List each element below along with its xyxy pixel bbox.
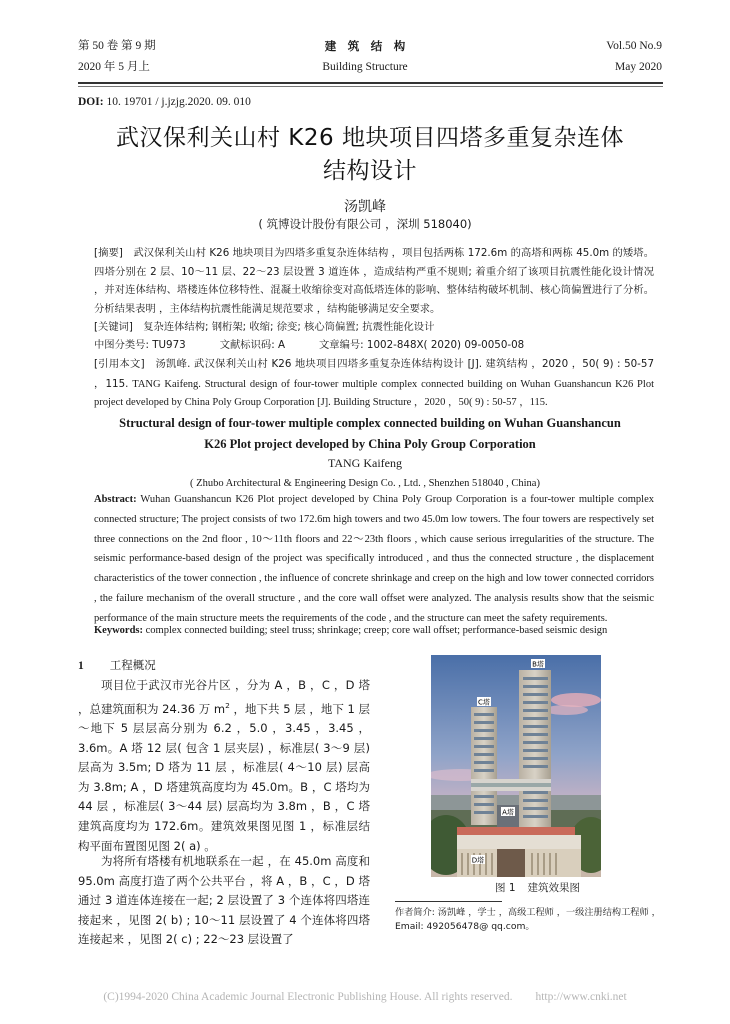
abstract-cn-label: [摘要] — [94, 247, 123, 259]
section-heading — [78, 656, 370, 677]
header-journal-cn: 建 筑 结 构 — [324, 39, 406, 53]
section-title: 工程概况 — [109, 658, 156, 672]
title-cn-line1: 武汉保利关山村 K26 地块项目四塔多重复杂连体 — [116, 125, 624, 151]
keywords-cn-text: 复杂连体结构; 钢桁架; 收缩; 徐变; 核心筒偏置; 抗震性能化设计 — [132, 321, 435, 333]
abstract-en — [94, 490, 654, 629]
doi-value[interactable]: 10. 19701 / j.jzjg.2020. 09. 010 — [103, 96, 251, 108]
title-en-line1: Structural design of four-tower multiple complex connected building on Wuhan Guanshancun — [119, 416, 621, 430]
abstract-cn — [94, 244, 654, 318]
keywords-cn — [94, 318, 654, 337]
title-en-line2: K26 Plot project developed by China Poly Group Corporation — [204, 437, 536, 451]
para1-text-b: ，地下共 5 层 ，地下 1 层～地下 5 层层高分别为 6.2 ，5.0 ，3.45 ，3.45 ，3.6m。A 塔 12 层( 包含 1 层夹层) ，标准层( 3～9 层) 层高为 3.5m; D 塔为 11 层 ，标准层( 4～10 层) 层高为 3.8m; A ，D 塔建筑高度均为 45.0m。B ，C 塔均为 44 层 ，标准层( 3～44 层) 层高均为 3.8m ，B ，C 塔建筑高度均为 172.6m。建筑效果图见图 1 ，标准层结构平面布置图见图 2( a) 。 — [78, 701, 370, 853]
label-tower-a: A塔 — [502, 808, 514, 817]
figure-1-image — [431, 655, 601, 877]
label-tower-c: C塔 — [478, 698, 490, 707]
keywords-en-label: Keywords: — [94, 625, 143, 636]
article-number: 文章编号: 1002-848X( 2020) 09-0050-08 — [319, 339, 525, 351]
header-journal-en: Building Structure — [322, 61, 408, 73]
header-date-cn: 2020 年 5 月上 — [78, 61, 150, 73]
label-tower-b: B塔 — [532, 660, 544, 669]
figure-1-caption — [395, 880, 680, 895]
title-cn-line2: 结构设计 — [323, 158, 417, 184]
header-rule-thin — [78, 86, 663, 87]
figure-caption-label: 图 1 — [494, 882, 516, 894]
classification-line — [94, 336, 654, 355]
page-title-en — [60, 413, 680, 455]
superscript: 2 — [225, 700, 230, 710]
doi — [78, 96, 251, 108]
citation-text-en: TANG Kaifeng. Structural design of four-tower multiple complex connected building on Wuhan Guanshancun K26 Plot project developed by China Poly Group Corporation [J]. Building Structure ，2020 ，50( 9) : 50-57 ，115. — [94, 378, 654, 408]
doi-label: DOI: — [78, 96, 104, 108]
affiliation-en: ( Zhubo Architectural & Engineering Design Co. , Ltd. , Shenzhen 518040 , China) — [190, 478, 540, 489]
header-date-en: May 2020 — [615, 61, 662, 73]
copyright-notice: (C)1994-2020 China Academic Journal Electronic Publishing House. All rights reserved. http://www.cnki.net — [103, 991, 627, 1003]
author-cn: 汤凯峰 — [344, 199, 386, 215]
keywords-en — [94, 622, 654, 641]
abstract-cn-text: 武汉保利关山村 K26 地块项目为四塔多重复杂连体结构 ，项目包括两栋 172.6m 的高塔和两栋 45.0m 的矮塔。四塔分别在 2 层、10～11 层、22～23 层设置 3 道连体 ，造成结构严重不规则; 着重介绍了该项目抗震性能化设计情况 ，并对连体结构、塔楼连体位移特性、混凝土收缩徐变对高低塔连体的影响、整体结构破坏机制、核心筒偏置进行了分析。分析结果表明 ，主体结构抗震性能满足规范要求 ，结构能够满足安全要求。 — [94, 247, 654, 315]
keywords-cn-label: [关键词] — [94, 321, 133, 333]
citation — [94, 355, 654, 413]
clc-number: 中图分类号: TU973 — [94, 339, 186, 351]
citation-text-cn: 汤凯峰. 武汉保利关山村 K26 地块项目四塔多重复杂连体结构设计 [J]. 建筑结构 ，2020 ，50( 9) : 50-57 ，115. — [94, 358, 654, 390]
building-rendering-icon — [431, 655, 601, 877]
author-footnote: 作者简介: 汤凯峰 ，学士 ，高级工程师 ，一级注册结构工程师 ，Email: 492056478@ qq.com。 — [395, 907, 661, 932]
page-title-cn — [60, 122, 680, 188]
body-paragraph-1 — [78, 676, 370, 856]
figure-caption-text: 建筑效果图 — [527, 882, 581, 894]
header-volume-en: Vol.50 No.9 — [606, 40, 662, 52]
header-volume-cn: 第 50 卷 第 9 期 — [78, 40, 156, 52]
label-tower-d: D塔 — [471, 856, 485, 865]
abstract-en-text: Wuhan Guanshancun K26 Plot project developed by China Poly Group Corporation is a four-tower multiple complex connected structure; The project consists of two 172.6m high towers and two 45.0m low towers. The four towers are respectively set three connections on the 2nd floor , 10～11th floors and 22～23th floors , which cause serious irregularities of the structure. The seismic performance-based design of the project was specifically introduced , and thus the connected structure , the displacement characteristics of the tower connection , the influence of concrete shrinkage and creep on the high and low tower connected corridors , the failure mechanism of the overall structure , and the core wall offset were analyzed. The analysis results show that the seismic performance of the main structure meets the requirements of the code , and the structure can meet the safety requirements. — [94, 494, 654, 624]
body-paragraph-2: 为将所有塔楼有机地联系在一起 ，在 45.0m 高度和 95.0m 高度打造了两个公共平台 ，将 A ，B ，C ，D 塔通过 3 道连体连接在一起; 2 层设置了 3 个连体将四塔连接起来 ，见图 2( b) ; 10～11 层设置了 4 个连体将四塔连接起来 ，见图 2( c) ; 22～23 层设置了 — [78, 854, 370, 947]
abstract-en-label: Abstract: — [94, 494, 137, 505]
section-number: 1 — [78, 660, 84, 672]
footnote-rule — [395, 901, 502, 902]
affiliation-cn: ( 筑博设计股份有限公司 ，深圳 518040) — [258, 217, 472, 231]
author-en: TANG Kaifeng — [327, 456, 402, 470]
keywords-en-text: complex connected building; steel truss; shrinkage; creep; core wall offset; performance-based seismic design — [143, 625, 608, 636]
citation-label: [引用本文] — [94, 358, 145, 370]
document-code: 文献标识码: A — [219, 339, 285, 351]
para1-text-a: 项目位于武汉市光谷片区 ，分为 A ，B ，C ，D 塔 ，总建筑面积为 24.36 万 m — [78, 678, 370, 716]
header-rule — [78, 82, 663, 84]
